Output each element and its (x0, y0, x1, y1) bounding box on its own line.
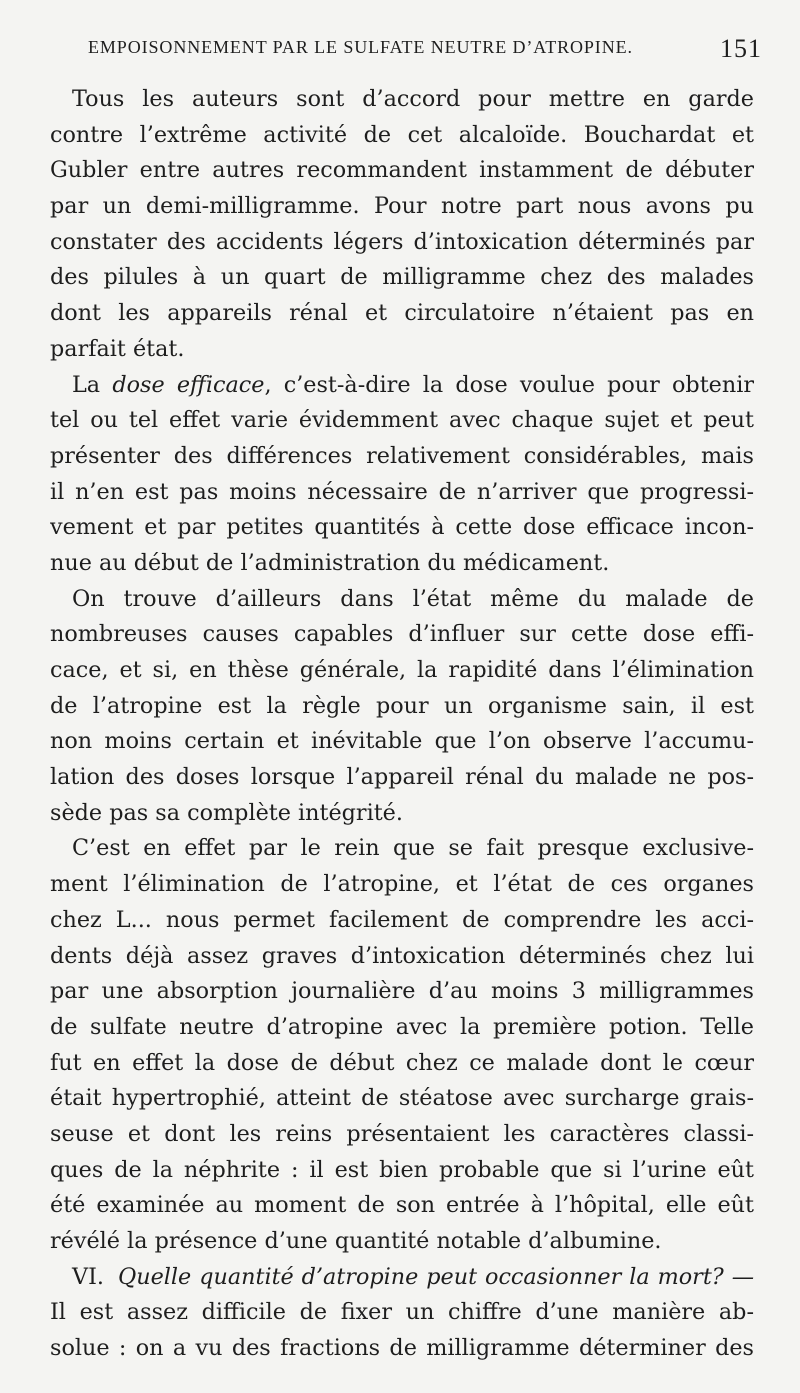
text-line: dont les appareils rénal et circulatoire n’étaient pas en (50, 300, 754, 327)
text-fragment: La (72, 371, 101, 398)
text-line: par un demi-milligramme. Pour notre part nous avons pu (50, 193, 754, 220)
text-line: parfait état. (50, 335, 185, 362)
text-line: solue : on a vu des fractions de milligramme déterminer des (50, 1335, 754, 1362)
text-line: lation des doses lorsque l’appareil rénal du malade ne pos- (50, 764, 754, 791)
text-line: ment l’élimination de l’atropine, et l’état de ces organes (50, 871, 754, 898)
italic-term-dose-efficace: dose efficace (112, 371, 265, 398)
text-line: tel ou tel effet varie évidemment avec chaque sujet et peut (50, 407, 754, 434)
text-line: révélé la présence d’une quantité notable d’albumine. (50, 1228, 662, 1254)
text-line: cace, et si, en thèse générale, la rapidité dans l’élimination (50, 657, 754, 683)
text-line: dents déjà assez graves d’intoxication déterminés chez lui (50, 942, 754, 969)
section-question: Quelle quantité d’atropine peut occasionner la mort? — (117, 1263, 754, 1290)
text-line: des pilules à un quart de milligramme chez des malades (50, 264, 754, 291)
section-heading-line (50, 1260, 754, 1296)
text-line: ques de la néphrite : il est bien probable que si l’urine eût (50, 1156, 754, 1183)
text-line: nue au début de l’administration du médicament. (50, 549, 610, 576)
body-text (50, 82, 754, 1367)
text-line: fut en effet la dose de début chez ce malade dont le cœur (50, 1049, 754, 1076)
text-line: de l’atropine est la règle pour un organisme sain, il est (50, 692, 754, 719)
text-line: était hypertrophié, atteint de stéatose avec surcharge grais- (50, 1085, 754, 1112)
text-line: présenter des différences relativement considérables, mais (50, 442, 754, 469)
text-fragment: , c’est-à-dire la dose voulue pour obtenir (264, 371, 754, 398)
text-line: constater des accidents légers d’intoxication déterminés par (50, 228, 754, 255)
text-line: été examinée au moment de son entrée à l’hôpital, elle eût (50, 1192, 754, 1219)
text-line: par une absorption journalière d’au moins 3 milligrammes (50, 978, 754, 1005)
text-line-with-italic (50, 368, 754, 404)
text-line: Il est assez difficile de fixer un chiffre d’une manière ab- (50, 1299, 754, 1326)
text-line: chez L... nous permet facilement de comprendre les acci- (50, 906, 754, 933)
text-line: On trouve d’ailleurs dans l’état même du malade de (72, 585, 754, 612)
text-line: vement et par petites quantités à cette dose efficace incon- (50, 514, 754, 541)
running-title: EMPOISONNEMENT PAR LE SULFATE NEUTRE D’ATROPINE. (88, 37, 633, 57)
text-line: Gubler entre autres recommandent instamment de débuter (50, 157, 754, 184)
text-line: Tous les auteurs sont d’accord pour mettre en garde (72, 86, 754, 112)
page-number: 151 (720, 34, 762, 63)
text-line: de sulfate neutre d’atropine avec la première potion. Telle (50, 1013, 754, 1040)
text-line: nombreuses causes capables d’influer sur cette dose effi- (50, 621, 754, 648)
text-line: il n’en est pas moins nécessaire de n’arriver que progressi- (50, 478, 754, 505)
text-line: seuse et dont les reins présentaient les caractères classi- (50, 1120, 754, 1147)
text-line: sède pas sa complète intégrité. (50, 799, 403, 826)
text-line: non moins certain et inévitable que l’on observe l’accumu- (50, 728, 754, 755)
section-number: VI. (72, 1263, 104, 1290)
text-line: C’est en effet par le rein que se fait presque exclusive- (72, 835, 754, 862)
running-header (50, 34, 762, 67)
text-line: contre l’extrême activité de cet alcaloïde. Bouchardat et (50, 121, 754, 148)
